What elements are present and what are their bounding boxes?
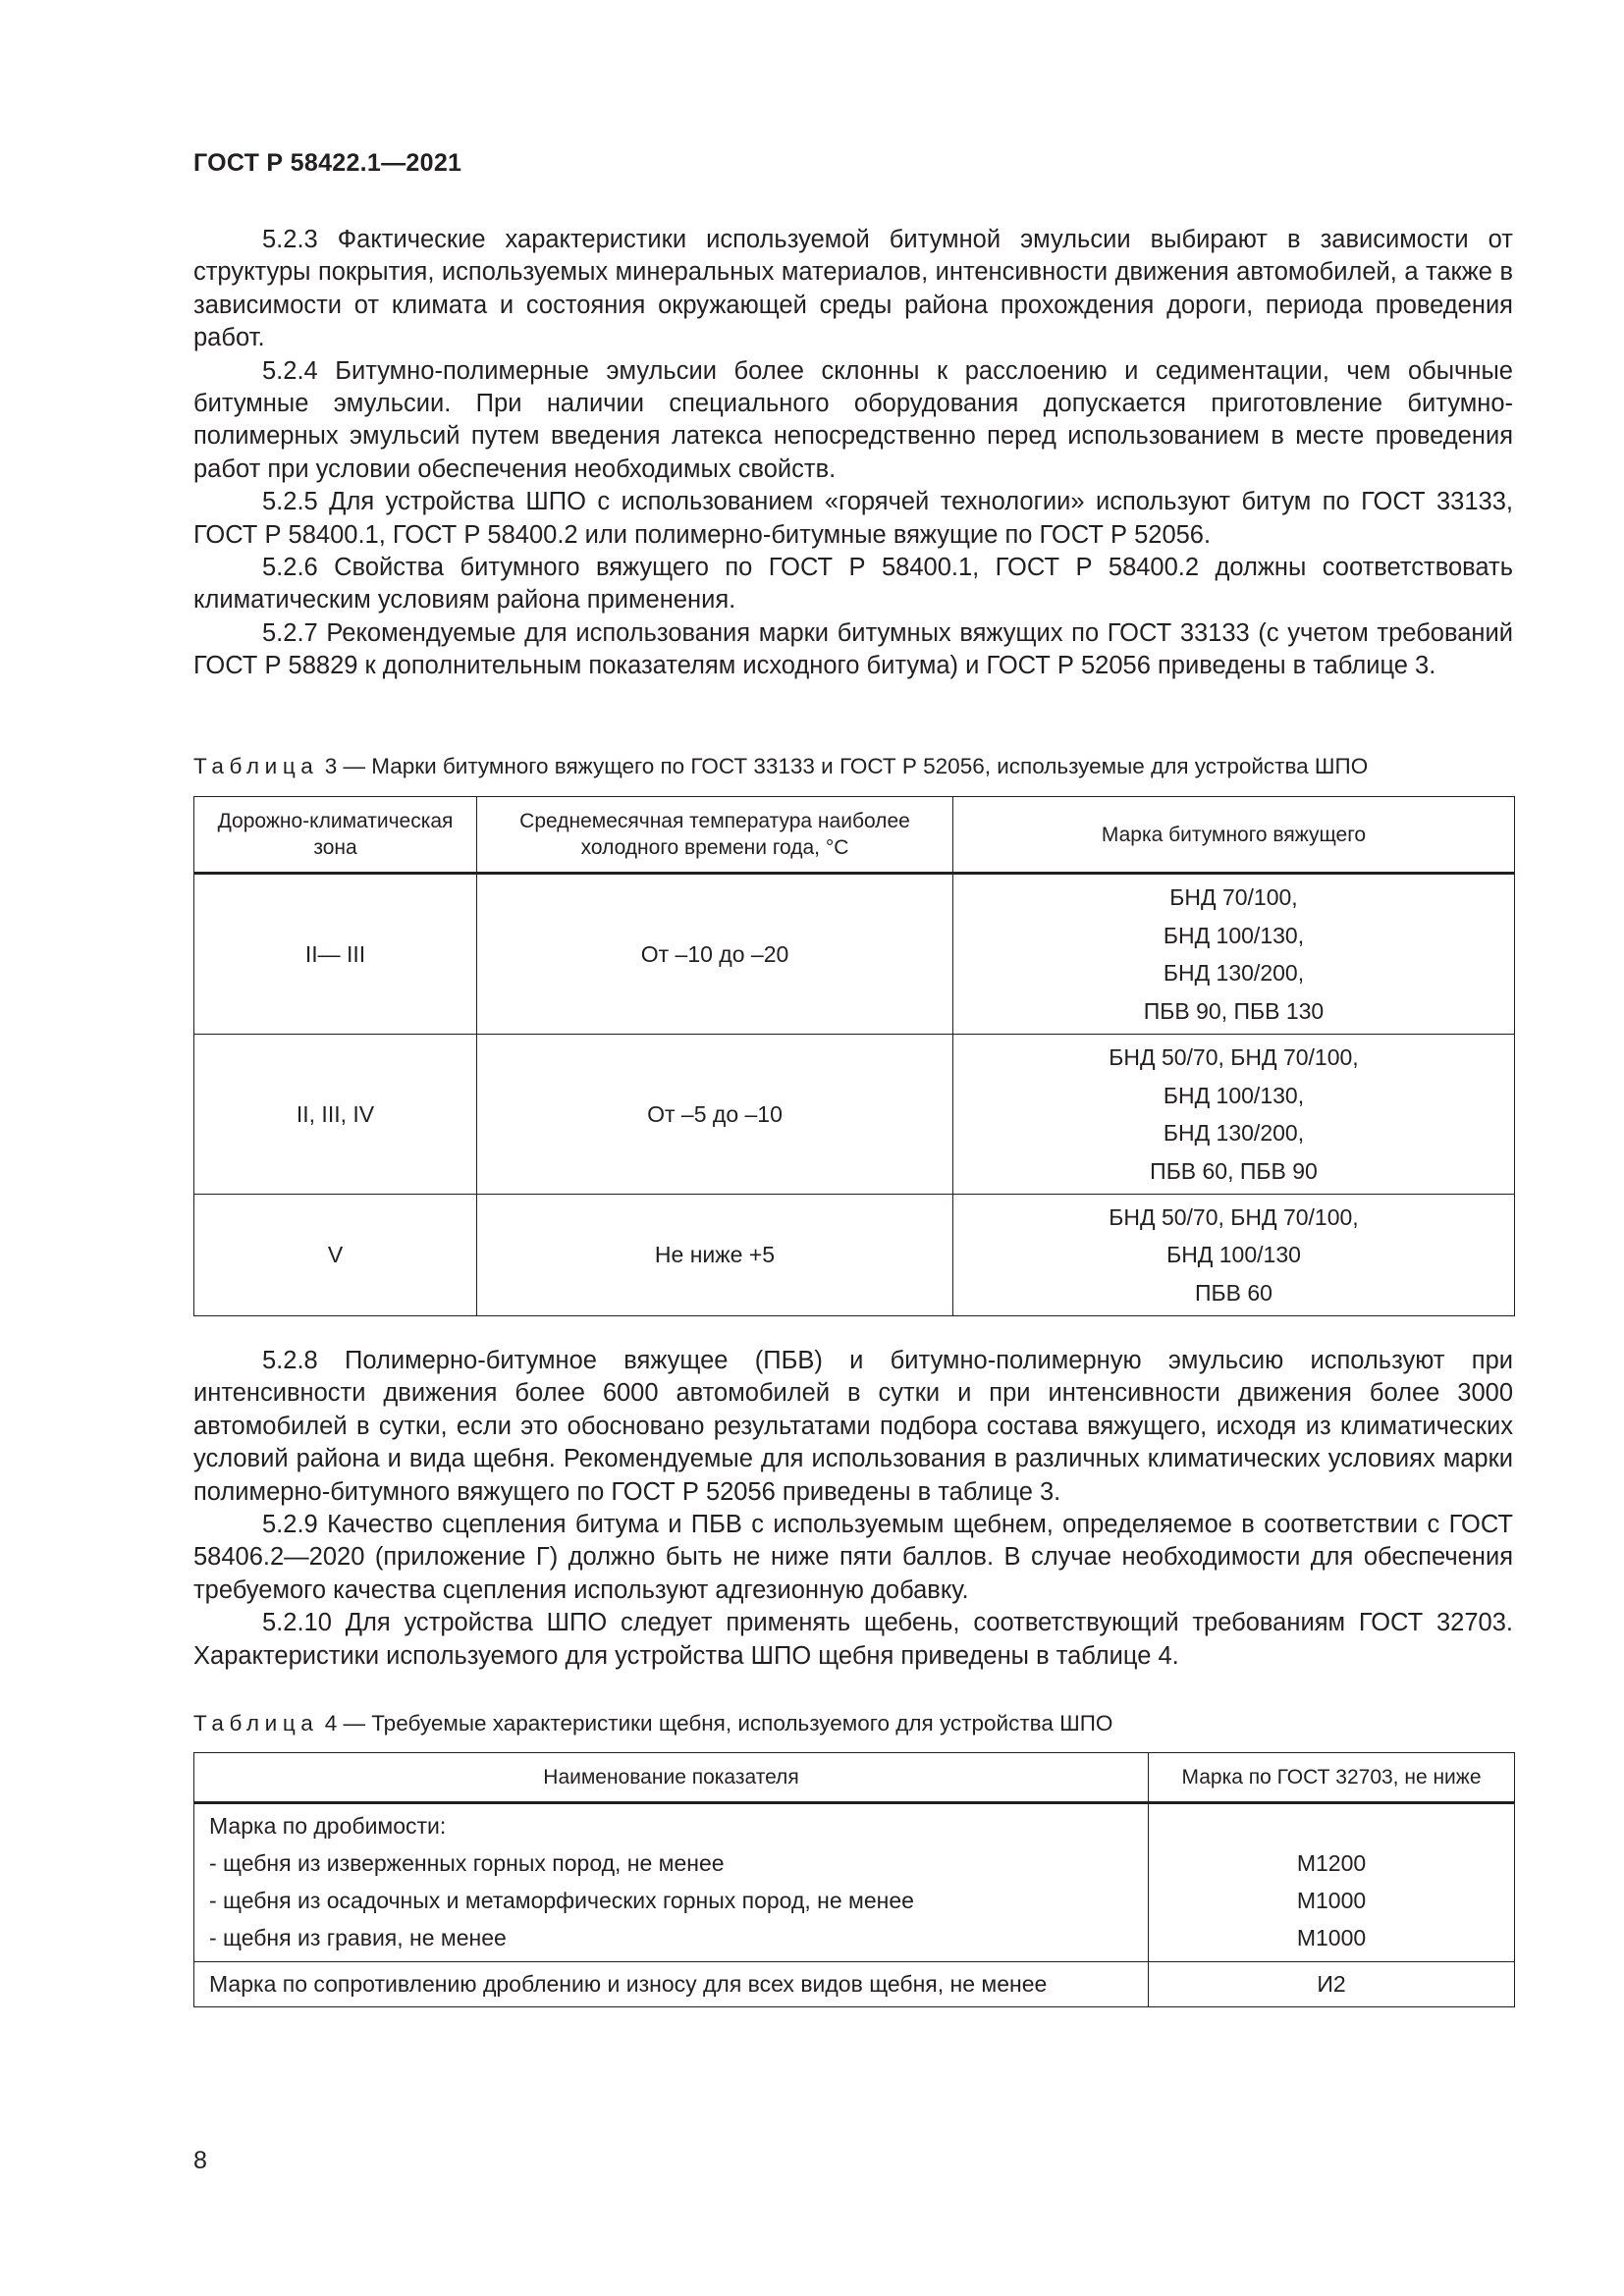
grade-line: БНД 100/130, <box>1163 922 1305 948</box>
grade-value: М1000 <box>1296 1888 1367 1913</box>
grade-line: ПБВ 60 <box>1195 1279 1272 1306</box>
zone-cell: V <box>194 1195 477 1316</box>
temp-cell: Не ниже +5 <box>477 1195 953 1316</box>
table-row <box>194 1962 1515 2007</box>
table3-caption-text: 3 — Марки битумного вяжущего по ГОСТ 33133 и ГОСТ Р 52056, используемые для устройства ШПО <box>324 754 1369 778</box>
table3-header-row <box>194 797 1515 874</box>
table-4 <box>193 1752 1515 2007</box>
grade-line: ПБВ 90, ПБВ 130 <box>1143 997 1325 1024</box>
grade-line: БНД 100/130, <box>1163 1082 1305 1108</box>
table4-caption <box>193 1711 1112 1736</box>
table4-header-grade: Марка по ГОСТ 32703, не ниже <box>1149 1753 1515 1803</box>
table3-header-zone: Дорожно-климатическая зона <box>194 797 477 874</box>
temp-cell: От –10 до –20 <box>477 874 953 1035</box>
grade-line: ПБВ 60, ПБВ 90 <box>1150 1157 1318 1184</box>
paragraphs-top <box>193 224 1513 683</box>
crushability-values-cell <box>1149 1803 1515 1962</box>
paragraph-5-2-5: 5.2.5 Для устройства ШПО с использованием «горячей технологии» используют битум по ГОСТ 33133, ГОСТ Р 58400.1, ГОСТ Р 58400.2 или полимерно-битумные вяжущие по ГОСТ Р 52056. <box>193 488 1513 549</box>
zone-cell: II— III <box>194 874 477 1035</box>
grade-line: БНД 130/200, <box>1163 960 1305 986</box>
table4-header-row <box>194 1753 1515 1803</box>
page-number: 8 <box>193 2147 207 2174</box>
crushability-cell <box>194 1803 1149 1962</box>
table4-caption-text: 4 — Требуемые характеристики щебня, используемого для устройства ШПО <box>324 1711 1113 1735</box>
table3-header-temp: Среднемесячная температура наиболее холодного времени года, °С <box>477 797 953 874</box>
grade-line: БНД 50/70, БНД 70/100, <box>1109 1044 1359 1070</box>
grade-value: М1200 <box>1296 1850 1367 1876</box>
grade-line: БНД 100/130 <box>1166 1242 1301 1268</box>
grade-line: БНД 70/100, <box>1169 884 1298 910</box>
table3-caption-label: Таблица <box>193 754 319 778</box>
temp-cell: От –5 до –10 <box>477 1035 953 1195</box>
table3-header-grade: Марка битумного вяжущего <box>953 797 1515 874</box>
table4-caption-label: Таблица <box>193 1711 319 1735</box>
table-row <box>194 1195 1515 1316</box>
document-header: ГОСТ Р 58422.1—2021 <box>193 149 462 177</box>
table3-caption <box>193 754 1368 779</box>
paragraph-5-2-3: 5.2.3 Фактические характеристики используемой битумной эмульсии выбирают в зависимости от структуры покрытия, используемых минеральных материалов, интенсивности движения автомобилей, а также в зависимости от климата и состояния окружающей среды района прохождения дороги, периода проведения работ. <box>193 226 1513 352</box>
wear-resistance-value: И2 <box>1149 1962 1515 2007</box>
paragraph-5-2-10: 5.2.10 Для устройства ШПО следует применять щебень, соответствующий требованиям ГОСТ 32703. Характеристики используемого для устройства ШПО щебня приведены в таблице 4. <box>193 1609 1513 1670</box>
grade-cell <box>953 874 1515 1035</box>
grade-cell <box>953 1035 1515 1195</box>
wear-resistance-cell: Марка по сопротивлению дроблению и износу для всех видов щебня, не менее <box>194 1962 1149 2007</box>
grade-line: БНД 130/200, <box>1163 1120 1305 1146</box>
list-item: - щебня из гравия, не менее <box>209 1925 507 1950</box>
zone-cell: II, III, IV <box>194 1035 477 1195</box>
grade-cell <box>953 1195 1515 1316</box>
grade-value: М1000 <box>1296 1925 1367 1950</box>
paragraph-5-2-4: 5.2.4 Битумно-полимерные эмульсии более склонны к расслоению и седиментации, чем обычные битумные эмульсии. При наличии специального оборудования допускается приготовление битумно-полимерных эмульсий путем введения латекса непосредственно перед использованием в месте проведения работ при условии обеспечения необходимых свойств. <box>193 356 1513 483</box>
grade-line: БНД 50/70, БНД 70/100, <box>1109 1203 1359 1230</box>
table-row <box>194 1035 1515 1195</box>
list-item: - щебня из осадочных и метаморфических горных пород, не менее <box>209 1888 914 1913</box>
table-3 <box>193 796 1515 1316</box>
paragraphs-middle <box>193 1345 1513 1673</box>
table-row <box>194 874 1515 1035</box>
group-title: Марка по дробимости: <box>209 1813 447 1839</box>
table4-header-indicator: Наименование показателя <box>194 1753 1149 1803</box>
list-item: - щебня из изверженных горных пород, не менее <box>209 1850 725 1876</box>
paragraph-5-2-7: 5.2.7 Рекомендуемые для использования марки битумных вяжущих по ГОСТ 33133 (с учетом требований ГОСТ Р 58829 к дополнительным показателям исходного битума) и ГОСТ Р 52056 приведены в таблице 3. <box>193 618 1513 680</box>
paragraph-5-2-6: 5.2.6 Свойства битумного вяжущего по ГОСТ Р 58400.1, ГОСТ Р 58400.2 должны соответствовать климатическим условиям района применения. <box>193 554 1513 614</box>
paragraph-5-2-8: 5.2.8 Полимерно-битумное вяжущее (ПБВ) и битумно-полимерную эмульсию используют при интенсивности движения более 6000 автомобилей в сутки и при интенсивности движения более 3000 автомобилей в сутки, если это обосновано результатами подбора состава вяжущего, исходя из климатических условий района и вида щебня. Рекомендуемые для использования в различных климатических условиях марки полимерно-битумного вяжущего по ГОСТ Р 52056 приведены в таблице 3. <box>193 1347 1513 1506</box>
table-row <box>194 1803 1515 1962</box>
paragraph-5-2-9: 5.2.9 Качество сцепления битума и ПБВ с используемым щебнем, определяемое в соответствии с ГОСТ 58406.2—2020 (приложение Г) должно быть не ниже пяти баллов. В случае необходимости для обеспечения требуемого качества сцепления используют адгезионную добавку. <box>193 1511 1513 1604</box>
